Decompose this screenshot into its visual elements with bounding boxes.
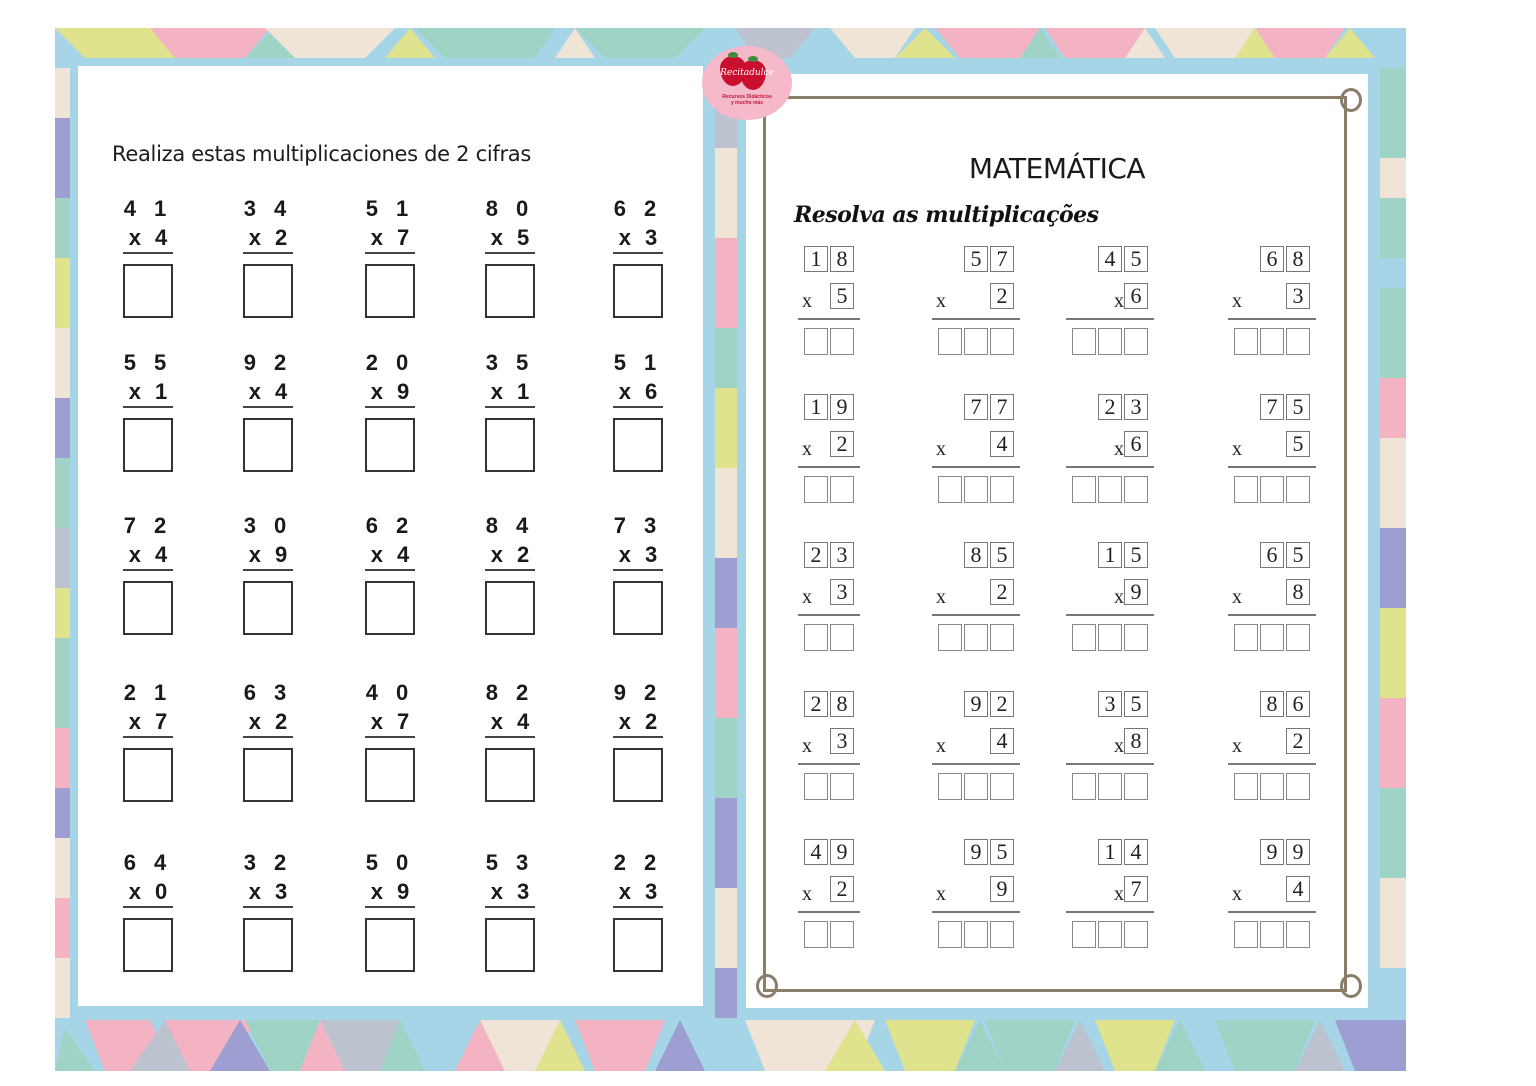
answer-digit-box[interactable] [1098, 773, 1122, 800]
answer-digit-box[interactable] [1098, 624, 1122, 651]
left-problem [108, 678, 188, 802]
result-line [1228, 614, 1316, 616]
answer-digit-box[interactable] [1234, 624, 1258, 651]
result-line [1228, 318, 1316, 320]
multiplicand: 4 1 [123, 196, 173, 221]
times-sign: x [1114, 735, 1124, 757]
answer-digit-box[interactable] [1072, 773, 1096, 800]
answer-digit-box[interactable] [1072, 624, 1096, 651]
digit-ones: 7 [990, 394, 1014, 420]
right-worksheet-instructions: Resolva as multiplicações [794, 202, 1099, 228]
multiplier-digit: 2 [990, 579, 1014, 605]
times-sign: x [936, 735, 946, 757]
digit-ones: 5 [1286, 394, 1310, 420]
answer-digit-box[interactable] [1286, 773, 1310, 800]
times-sign: x [1114, 586, 1124, 608]
result-line [798, 466, 860, 468]
answer-digit-box[interactable] [804, 773, 828, 800]
right-problem [798, 246, 888, 364]
right-problem [932, 394, 1022, 512]
left-problem [350, 678, 430, 802]
multiplicand: 3 4 [243, 196, 293, 221]
answer-digit-box[interactable] [804, 921, 828, 948]
digit-ones: 9 [830, 394, 854, 420]
multiplier-digit: 3 [830, 728, 854, 754]
left-problem [228, 848, 308, 972]
digit-ones: 5 [990, 542, 1014, 568]
digit-tens: 2 [804, 542, 828, 568]
left-problem [598, 678, 678, 802]
multiplier-digit: 3 [1286, 283, 1310, 309]
digit-tens: 7 [1260, 394, 1284, 420]
multiplier: x 4 [365, 541, 416, 571]
answer-digit-box[interactable] [938, 328, 962, 355]
answer-digit-box[interactable] [830, 328, 854, 355]
right-worksheet [746, 74, 1368, 1008]
times-sign: x [802, 438, 812, 460]
answer-box[interactable] [365, 918, 415, 972]
times-sign: x [1232, 735, 1242, 757]
answer-digit-box[interactable] [830, 773, 854, 800]
answer-digit-box[interactable] [1260, 476, 1284, 503]
leaf-icon [728, 52, 738, 58]
answer-digit-box[interactable] [1234, 773, 1258, 800]
digit-tens: 4 [804, 839, 828, 865]
result-line [1066, 763, 1154, 765]
multiplicand: 5 3 [485, 850, 535, 875]
right-problem [932, 691, 1022, 809]
result-line [798, 318, 860, 320]
answer-digit-box[interactable] [1286, 476, 1310, 503]
digit-ones: 8 [830, 691, 854, 717]
right-problem [798, 542, 888, 660]
multiplier: x 3 [613, 541, 664, 571]
answer-digit-box[interactable] [830, 624, 854, 651]
right-problem [932, 839, 1022, 957]
multiplier: x 3 [243, 878, 294, 908]
logo-brand-name: Recitadulce [720, 68, 774, 78]
left-problem [598, 194, 678, 318]
digit-ones: 7 [990, 246, 1014, 272]
times-sign: x [802, 586, 812, 608]
multiplicand: 2 0 [365, 350, 415, 375]
digit-ones: 3 [830, 542, 854, 568]
answer-digit-box[interactable] [1072, 328, 1096, 355]
digit-ones: 9 [1286, 839, 1310, 865]
digit-tens: 1 [1098, 839, 1122, 865]
logo-tagline [702, 94, 792, 106]
digit-tens: 4 [1098, 246, 1122, 272]
digit-tens: 8 [1260, 691, 1284, 717]
border-curl-bottom-left [756, 974, 778, 998]
multiplicand: 8 0 [485, 196, 535, 221]
left-problem [470, 348, 550, 472]
digit-tens: 3 [1098, 691, 1122, 717]
right-worksheet-title: MATEMÁTICA [968, 152, 1146, 185]
multiplier-digit: 7 [1124, 876, 1148, 902]
result-line [932, 614, 1020, 616]
answer-digit-box[interactable] [1124, 624, 1148, 651]
digit-tens: 6 [1260, 246, 1284, 272]
answer-digit-box[interactable] [990, 624, 1014, 651]
digit-ones: 6 [1286, 691, 1310, 717]
answer-digit-box[interactable] [830, 921, 854, 948]
right-problem [1228, 542, 1318, 660]
answer-box[interactable] [365, 581, 415, 635]
digit-tens: 2 [1098, 394, 1122, 420]
multiplicand: 6 2 [365, 513, 415, 538]
right-problem [1066, 394, 1156, 512]
multiplicand: 5 1 [365, 196, 415, 221]
answer-box[interactable] [365, 264, 415, 318]
result-line [798, 763, 860, 765]
multiplier-digit: 3 [830, 579, 854, 605]
left-problem [350, 194, 430, 318]
answer-digit-box[interactable] [1260, 624, 1284, 651]
digit-tens: 1 [1098, 542, 1122, 568]
multiplier: x 4 [123, 224, 174, 254]
answer-box[interactable] [485, 264, 535, 318]
multiplier-digit: 2 [830, 876, 854, 902]
multiplicand: 7 3 [613, 513, 663, 538]
digit-tens: 9 [964, 839, 988, 865]
digit-ones: 5 [1286, 542, 1310, 568]
multiplicand: 7 2 [123, 513, 173, 538]
multiplier: x 1 [123, 378, 174, 408]
left-problem [228, 194, 308, 318]
result-line [1066, 466, 1154, 468]
leaf-icon [748, 56, 758, 62]
times-sign: x [1232, 586, 1242, 608]
times-sign: x [802, 735, 812, 757]
right-problem [798, 691, 888, 809]
answer-box[interactable] [123, 918, 173, 972]
multiplier-digit: 6 [1124, 283, 1148, 309]
answer-digit-box[interactable] [1234, 328, 1258, 355]
answer-box[interactable] [243, 918, 293, 972]
border-curl-top-right [1340, 88, 1362, 112]
multiplicand: 6 3 [243, 680, 293, 705]
result-line [798, 614, 860, 616]
multiplier-digit: 8 [1286, 579, 1310, 605]
answer-box[interactable] [123, 748, 173, 802]
answer-digit-box[interactable] [990, 476, 1014, 503]
digit-ones: 8 [830, 246, 854, 272]
multiplicand: 9 2 [243, 350, 293, 375]
multiplier-digit: 6 [1124, 431, 1148, 457]
digit-tens: 2 [804, 691, 828, 717]
answer-digit-box[interactable] [990, 921, 1014, 948]
left-problem [470, 194, 550, 318]
result-line [1066, 318, 1154, 320]
times-sign: x [1114, 290, 1124, 312]
answer-box[interactable] [365, 418, 415, 472]
times-sign: x [1114, 438, 1124, 460]
answer-box[interactable] [243, 418, 293, 472]
multiplier-digit: 2 [990, 283, 1014, 309]
right-problem [1066, 246, 1156, 364]
digit-tens: 8 [964, 542, 988, 568]
answer-digit-box[interactable] [1124, 921, 1148, 948]
recitadulce-logo [702, 46, 792, 120]
multiplicand: 3 5 [485, 350, 535, 375]
multiplier: x 7 [123, 708, 174, 738]
right-problem [1066, 542, 1156, 660]
multiplier: x 3 [613, 878, 664, 908]
answer-digit-box[interactable] [830, 476, 854, 503]
answer-digit-box[interactable] [1234, 921, 1258, 948]
times-sign: x [802, 883, 812, 905]
multiplier-digit: 9 [1124, 579, 1148, 605]
left-problem [350, 511, 430, 635]
left-problem [598, 348, 678, 472]
answer-digit-box[interactable] [1234, 476, 1258, 503]
multiplicand: 2 1 [123, 680, 173, 705]
left-problem [108, 511, 188, 635]
times-sign: x [1232, 438, 1242, 460]
times-sign: x [936, 883, 946, 905]
result-line [1066, 614, 1154, 616]
multiplier: x 2 [485, 541, 536, 571]
border-curl-bottom-right [1340, 974, 1362, 998]
left-problem [228, 678, 308, 802]
multiplier: x 7 [365, 708, 416, 738]
answer-box[interactable] [485, 918, 535, 972]
digit-ones: 5 [1124, 542, 1148, 568]
multiplier-digit: 8 [1124, 728, 1148, 754]
answer-box[interactable] [485, 748, 535, 802]
answer-digit-box[interactable] [1098, 476, 1122, 503]
result-line [1228, 763, 1316, 765]
answer-box[interactable] [123, 418, 173, 472]
digit-tens: 9 [1260, 839, 1284, 865]
multiplicand: 5 5 [123, 350, 173, 375]
right-problem [1066, 839, 1156, 957]
left-problem [108, 848, 188, 972]
answer-digit-box[interactable] [1072, 476, 1096, 503]
multiplicand: 3 2 [243, 850, 293, 875]
multiplier: x 3 [613, 224, 664, 254]
right-problem [1228, 246, 1318, 364]
result-line [798, 911, 860, 913]
answer-digit-box[interactable] [1098, 921, 1122, 948]
multiplicand: 8 2 [485, 680, 535, 705]
multiplier-digit: 4 [1286, 876, 1310, 902]
answer-digit-box[interactable] [990, 328, 1014, 355]
multiplier-digit: 5 [830, 283, 854, 309]
left-problem [470, 678, 550, 802]
result-line [1228, 911, 1316, 913]
answer-box[interactable] [365, 748, 415, 802]
digit-tens: 7 [964, 394, 988, 420]
answer-digit-box[interactable] [938, 624, 962, 651]
result-line [932, 911, 1020, 913]
multiplier: x 9 [243, 541, 294, 571]
multiplier: x 1 [485, 378, 536, 408]
answer-digit-box[interactable] [804, 624, 828, 651]
left-problem [598, 511, 678, 635]
multiplier: x 2 [243, 224, 294, 254]
answer-box[interactable] [243, 581, 293, 635]
times-sign: x [1114, 883, 1124, 905]
multiplier-digit: 9 [990, 876, 1014, 902]
answer-digit-box[interactable] [964, 328, 988, 355]
answer-digit-box[interactable] [1098, 328, 1122, 355]
multiplier: x 9 [365, 378, 416, 408]
answer-digit-box[interactable] [1286, 328, 1310, 355]
answer-digit-box[interactable] [990, 773, 1014, 800]
multiplier-digit: 2 [1286, 728, 1310, 754]
right-problem [798, 394, 888, 512]
multiplier: x 0 [123, 878, 174, 908]
multiplier: x 4 [243, 378, 294, 408]
left-problem [108, 348, 188, 472]
result-line [932, 763, 1020, 765]
times-sign: x [936, 438, 946, 460]
digit-ones: 9 [830, 839, 854, 865]
multiplicand: 3 0 [243, 513, 293, 538]
digit-ones: 2 [990, 691, 1014, 717]
times-sign: x [1232, 883, 1242, 905]
right-problem [798, 839, 888, 957]
left-problem [228, 511, 308, 635]
multiplier: x 7 [365, 224, 416, 254]
answer-digit-box[interactable] [938, 921, 962, 948]
multiplicand: 8 4 [485, 513, 535, 538]
multiplier-digit: 2 [830, 431, 854, 457]
digit-tens: 9 [964, 691, 988, 717]
answer-box[interactable] [613, 918, 663, 972]
answer-box[interactable] [613, 748, 663, 802]
result-line [1228, 466, 1316, 468]
multiplier-digit: 4 [990, 728, 1014, 754]
answer-digit-box[interactable] [964, 773, 988, 800]
answer-box[interactable] [123, 581, 173, 635]
answer-digit-box[interactable] [1260, 328, 1284, 355]
left-problem [598, 848, 678, 972]
digit-ones: 4 [1124, 839, 1148, 865]
logo-tagline-line2: y mucho más [731, 100, 763, 106]
times-sign: x [1232, 290, 1242, 312]
right-problem [1228, 839, 1318, 957]
multiplicand: 9 2 [613, 680, 663, 705]
multiplier: x 5 [485, 224, 536, 254]
left-problem [350, 848, 430, 972]
answer-digit-box[interactable] [938, 476, 962, 503]
answer-digit-box[interactable] [1260, 921, 1284, 948]
multiplicand: 5 0 [365, 850, 415, 875]
digit-ones: 5 [1124, 246, 1148, 272]
digit-ones: 8 [1286, 246, 1310, 272]
answer-box[interactable] [485, 418, 535, 472]
answer-box[interactable] [613, 264, 663, 318]
right-problem [1066, 691, 1156, 809]
answer-box[interactable] [613, 581, 663, 635]
multiplier: x 9 [365, 878, 416, 908]
answer-digit-box[interactable] [1286, 921, 1310, 948]
times-sign: x [802, 290, 812, 312]
digit-tens: 5 [964, 246, 988, 272]
answer-box[interactable] [123, 264, 173, 318]
answer-box[interactable] [243, 264, 293, 318]
result-line [932, 466, 1020, 468]
right-problem [1228, 394, 1318, 512]
answer-digit-box[interactable] [1124, 773, 1148, 800]
digit-tens: 1 [804, 246, 828, 272]
left-worksheet-title: Realiza estas multiplicaciones de 2 cifras [112, 142, 531, 166]
multiplicand: 5 1 [613, 350, 663, 375]
answer-digit-box[interactable] [1286, 624, 1310, 651]
answer-digit-box[interactable] [964, 476, 988, 503]
result-line [1066, 911, 1154, 913]
answer-digit-box[interactable] [1072, 921, 1096, 948]
digit-ones: 5 [990, 839, 1014, 865]
right-problem [932, 246, 1022, 364]
left-worksheet [78, 66, 703, 1006]
multiplicand: 4 0 [365, 680, 415, 705]
left-problem [470, 848, 550, 972]
multiplier-digit: 5 [1286, 431, 1310, 457]
digit-tens: 6 [1260, 542, 1284, 568]
logo-tagline-line1: Recursos Didácticos [722, 94, 772, 100]
multiplier: x 3 [485, 878, 536, 908]
result-line [932, 318, 1020, 320]
left-problem [228, 348, 308, 472]
answer-digit-box[interactable] [964, 624, 988, 651]
multiplier-digit: 4 [990, 431, 1014, 457]
answer-digit-box[interactable] [804, 328, 828, 355]
left-problem [350, 348, 430, 472]
answer-digit-box[interactable] [938, 773, 962, 800]
multiplier: x 2 [243, 708, 294, 738]
multiplicand: 6 2 [613, 196, 663, 221]
answer-digit-box[interactable] [1260, 773, 1284, 800]
multiplier: x 6 [613, 378, 664, 408]
answer-box[interactable] [243, 748, 293, 802]
multiplier: x 4 [485, 708, 536, 738]
digit-ones: 5 [1124, 691, 1148, 717]
answer-digit-box[interactable] [804, 476, 828, 503]
answer-digit-box[interactable] [1124, 328, 1148, 355]
answer-digit-box[interactable] [1124, 476, 1148, 503]
digit-ones: 3 [1124, 394, 1148, 420]
multiplicand: 2 2 [613, 850, 663, 875]
multiplier: x 2 [613, 708, 664, 738]
answer-box[interactable] [485, 581, 535, 635]
left-problem [108, 194, 188, 318]
multiplicand: 6 4 [123, 850, 173, 875]
right-problem [1228, 691, 1318, 809]
multiplier: x 4 [123, 541, 174, 571]
answer-box[interactable] [613, 418, 663, 472]
times-sign: x [936, 586, 946, 608]
digit-tens: 1 [804, 394, 828, 420]
answer-digit-box[interactable] [964, 921, 988, 948]
right-problem [932, 542, 1022, 660]
left-problem [470, 511, 550, 635]
times-sign: x [936, 290, 946, 312]
